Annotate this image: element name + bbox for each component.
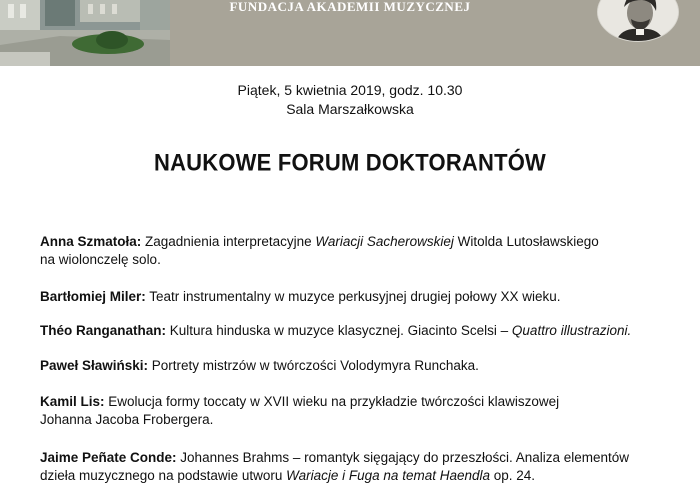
talk-title-text: Kultura hinduska w muzyce klasycznej. Giacinto Scelsi – xyxy=(166,323,512,338)
talk-title-text: Portrety mistrzów w twórczości Volodymyra Runchaka. xyxy=(148,358,479,373)
speaker-name: Bartłomiej Miler: xyxy=(40,289,146,304)
speaker-name: Théo Ranganathan: xyxy=(40,323,167,338)
speaker-name: Kamil Lis: xyxy=(40,394,105,409)
event-date-time: Piątek, 5 kwietnia 2019, godz. 10.30 xyxy=(237,82,463,98)
talk-title-text: Witolda Lutosławskiego xyxy=(453,234,599,249)
talk-title-italic: Wariacji Sacherowskiej xyxy=(315,234,454,249)
speaker-name: Anna Szmatoła: xyxy=(40,234,142,249)
talk-title-text: op. 24. xyxy=(490,468,536,483)
speaker-name: Jaime Peñate Conde: xyxy=(40,450,177,465)
talk-title-text: Johanna Jacoba Frobergera. xyxy=(40,412,214,427)
talk-title-text: na wiolonczelę solo. xyxy=(40,252,161,267)
talk-item xyxy=(40,233,599,269)
talk-title-italic: Wariacje i Fuga na temat Haendla xyxy=(286,468,490,483)
talk-title-text: Ewolucja formy toccaty w XVII wieku na przykładzie twórczości klawiszowej xyxy=(104,394,560,409)
speaker-name: Paweł Sławiński: xyxy=(40,358,149,373)
event-title: NAUKOWE FORUM DOKTORANTÓW xyxy=(154,148,546,176)
talk-item xyxy=(40,357,479,375)
event-venue: Sala Marszałkowska xyxy=(286,101,414,117)
talk-title-text: Zagadnienia interpretacyjne xyxy=(141,234,316,249)
talk-item xyxy=(40,288,560,306)
header-band xyxy=(0,0,700,66)
talk-title-italic: Quattro illustrazioni. xyxy=(511,323,632,338)
talk-title-text: Teatr instrumentalny w muzyce perkusyjnej drugiej połowy XX wieku. xyxy=(145,289,561,304)
talk-item xyxy=(40,393,559,429)
talk-title-text: Johannes Brahms – romantyk sięgający do przeszłości. Analiza elementów xyxy=(176,450,630,465)
portrait-medallion xyxy=(597,0,679,42)
foundation-name: FUNDACJA AKADEMII MUZYCZNEJ xyxy=(229,0,471,14)
talk-item xyxy=(40,322,631,340)
talk-title-text: dzieła muzycznego na podstawie utworu xyxy=(40,468,287,483)
